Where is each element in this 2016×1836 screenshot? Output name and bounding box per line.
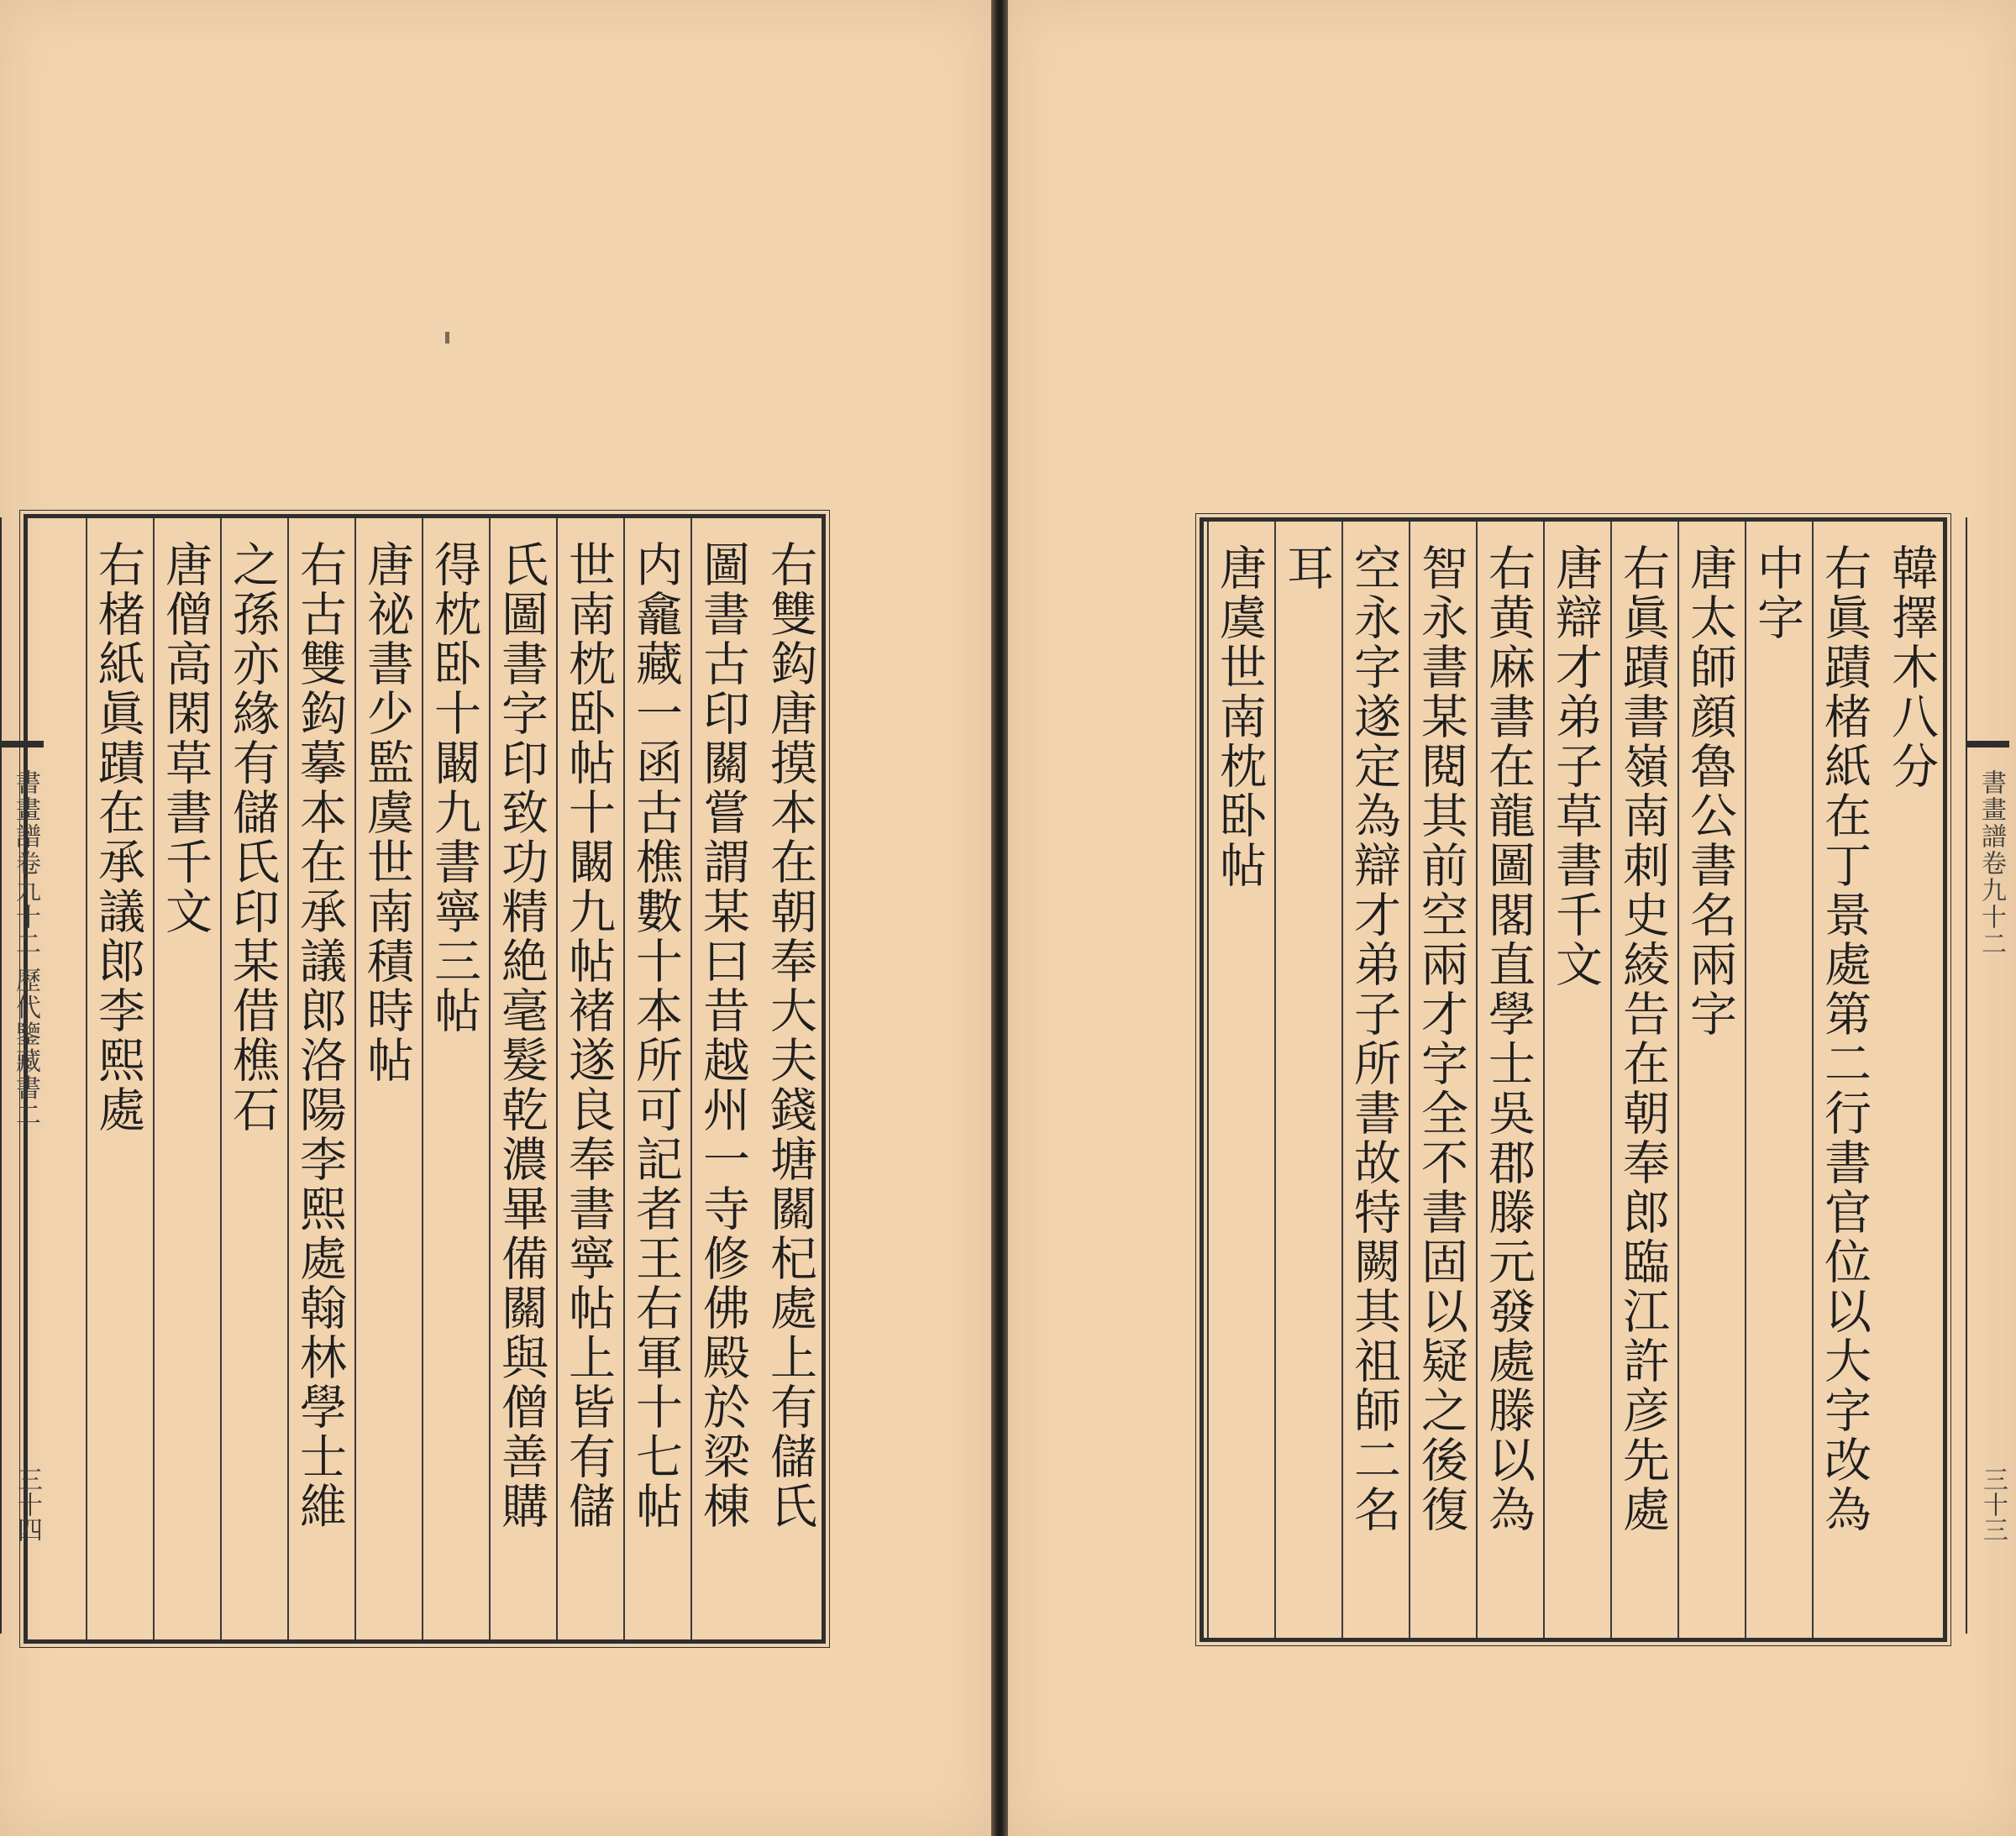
fish-tail-mark (2, 727, 44, 761)
text-column: 唐僧高閑草書千文 (153, 518, 217, 1639)
text-column: 右眞蹟書嶺南刺史綾告在朝奉郎臨江許彦先處 (1610, 522, 1674, 1638)
left-text-block (24, 514, 826, 1644)
text-column: 韓擇木八分 (1884, 543, 1939, 791)
text-column: 氏圖書字印致功精絶毫髮乾濃畢備關與僧善購 (489, 518, 553, 1639)
right-fold-margin (1966, 517, 2009, 1634)
text-column: 右雙鈎唐摸本在朝奉大夫錢塘關杞處上有儲氏 (763, 540, 817, 1531)
margin-title: 書畫譜卷九十二 歷代鑒藏書二 (11, 769, 40, 1129)
text-column: 智永書某閱其前空兩才字全不書固以疑之後復 (1409, 522, 1473, 1638)
text-column: 内龕藏一函古樵數十本所可記者王右軍十七帖 (623, 518, 687, 1639)
folio-number: 三十四 (13, 1466, 42, 1542)
text-column: 唐辯才弟子草書千文 (1543, 522, 1607, 1638)
text-column: 耳 (1274, 522, 1338, 1638)
text-column: 空永字遂定為辯才弟子所書故特闕其祖師二名 (1341, 522, 1405, 1638)
text-column: 得枕卧十闞九書寧三帖 (422, 518, 486, 1639)
text-column: 圖書古印關嘗謂某曰昔越州一寺修佛殿於梁棟 (690, 518, 754, 1639)
text-column: 中字 (1745, 522, 1809, 1638)
left-fold-margin (0, 517, 44, 1634)
text-column: 唐祕書少監虞世南積時帖 (354, 518, 418, 1639)
margin-title: 書畫譜卷九十二 (1977, 769, 2006, 957)
paper-speck (445, 332, 449, 344)
text-column: 右楮紙眞蹟在承議郎李熙處 (86, 518, 150, 1639)
left-page (0, 0, 991, 1836)
text-column: 唐太師顔魯公書名兩字 (1677, 522, 1741, 1638)
text-column: 世南枕卧帖十闞九帖褚遂良奉書寧帖上皆有儲 (556, 518, 620, 1639)
fish-tail-mark (1967, 727, 2009, 761)
book-spine (991, 0, 1008, 1836)
text-column: 右眞蹟楮紙在丁景處第二行書官位以大字改為 (1812, 522, 1876, 1638)
text-column: 唐虞世南枕卧帖 (1207, 522, 1271, 1638)
text-column: 右黄麻書在龍圖閣直學士吳郡滕元發處滕以為 (1476, 522, 1540, 1638)
text-column: 之孫亦緣有儲氏印某借樵石 (220, 518, 284, 1639)
folio-number: 三十三 (1978, 1466, 2008, 1542)
text-column: 右古雙鈎摹本在承議郎洛陽李熙處翰林學士維 (287, 518, 351, 1639)
right-text-block (1200, 517, 1947, 1642)
